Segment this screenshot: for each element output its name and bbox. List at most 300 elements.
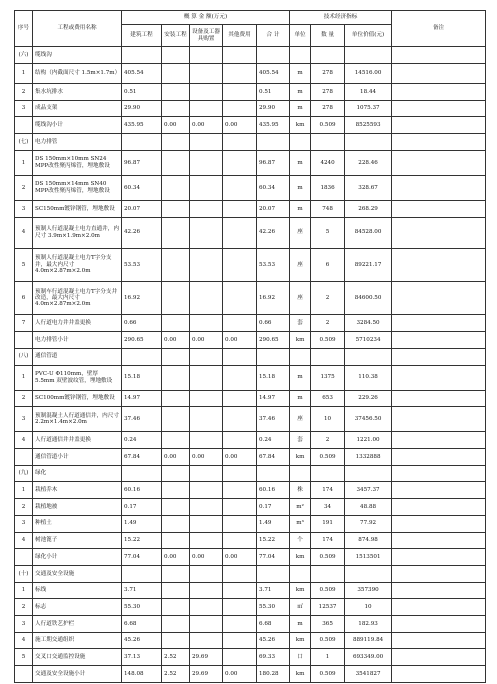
row-build: 37.13 (122, 649, 162, 666)
header-install: 安装工程 (162, 25, 190, 47)
row-other (223, 390, 257, 407)
row-other (223, 616, 257, 633)
row-equip (190, 515, 223, 532)
table-row (15, 248, 486, 281)
row-equip (190, 248, 223, 281)
row-name: 电力排管小计 (33, 332, 122, 349)
row-total: 15.22 (257, 532, 290, 549)
row-seq: 1 (15, 582, 33, 599)
row-qty: 278 (311, 63, 345, 83)
row-other (223, 200, 257, 217)
row-name: 绿化小计 (33, 549, 122, 566)
row-build: 435.95 (122, 117, 162, 134)
row-equip (190, 150, 223, 175)
row-unit: m (290, 390, 311, 407)
row-build: 67.84 (122, 449, 162, 466)
row-seq: 4 (15, 632, 33, 649)
table-row (15, 390, 486, 407)
row-build: 29.90 (122, 100, 162, 117)
row-total: 60.34 (257, 175, 290, 200)
row-price: 37456.50 (345, 407, 392, 432)
row-qty: 174 (311, 482, 345, 499)
row-qty: 278 (311, 83, 345, 100)
row-unit: km (290, 449, 311, 466)
row-total: 60.16 (257, 482, 290, 499)
row-unit: 座 (290, 248, 311, 281)
row-equip: 0.00 (190, 449, 223, 466)
table-row (15, 649, 486, 666)
empty-cell (223, 348, 257, 365)
row-remark (392, 649, 486, 666)
empty-cell (392, 134, 486, 151)
row-total: 180.28 (257, 666, 290, 683)
row-seq (15, 117, 33, 134)
row-equip (190, 83, 223, 100)
row-other (223, 365, 257, 390)
row-remark (392, 582, 486, 599)
row-seq: 4 (15, 217, 33, 248)
row-total: 6.68 (257, 616, 290, 633)
empty-cell (290, 134, 311, 151)
row-install (162, 407, 190, 432)
row-qty: 0.509 (311, 582, 345, 599)
row-equip (190, 390, 223, 407)
row-other: 0.00 (223, 332, 257, 349)
row-equip: 29.69 (190, 666, 223, 683)
row-total: 15.18 (257, 365, 290, 390)
row-price: 84600.50 (345, 282, 392, 315)
row-unit: 座 (290, 407, 311, 432)
row-price: 8525593 (345, 117, 392, 134)
row-equip (190, 532, 223, 549)
empty-cell (290, 465, 311, 482)
row-price: 268.29 (345, 200, 392, 217)
empty-cell (122, 565, 162, 582)
empty-cell (392, 348, 486, 365)
row-price: 1221.00 (345, 432, 392, 449)
row-install: 0.00 (162, 449, 190, 466)
row-remark (392, 599, 486, 616)
row-equip: 0.00 (190, 549, 223, 566)
row-price: 77.92 (345, 515, 392, 532)
row-name: 人行道铁艺护栏 (33, 616, 122, 633)
row-remark (392, 175, 486, 200)
row-total: 0.66 (257, 315, 290, 332)
row-install (162, 100, 190, 117)
row-seq: 2 (15, 175, 33, 200)
section-seq: (六) (15, 47, 33, 64)
row-install (162, 432, 190, 449)
row-qty: 0.509 (311, 332, 345, 349)
section-row (15, 47, 486, 64)
row-build: 20.07 (122, 200, 162, 217)
row-total: 14.97 (257, 390, 290, 407)
row-equip (190, 217, 223, 248)
row-install (162, 200, 190, 217)
row-install (162, 632, 190, 649)
row-name: 人行道电力井井盖更换 (33, 315, 122, 332)
row-qty: 278 (311, 100, 345, 117)
row-total: 0.24 (257, 432, 290, 449)
row-qty: 34 (311, 499, 345, 516)
row-other (223, 499, 257, 516)
empty-cell (311, 134, 345, 151)
row-unit: m (290, 175, 311, 200)
table-row (15, 315, 486, 332)
section-seq: (九) (15, 465, 33, 482)
row-seq: 1 (15, 482, 33, 499)
table-row (15, 515, 486, 532)
row-unit: m (290, 63, 311, 83)
row-total: 69.33 (257, 649, 290, 666)
empty-cell (223, 134, 257, 151)
row-unit: km (290, 582, 311, 599)
row-remark (392, 407, 486, 432)
row-price: 10 (345, 599, 392, 616)
header-build: 建筑工程 (122, 25, 162, 47)
table-row (15, 666, 486, 683)
row-other: 0.00 (223, 117, 257, 134)
row-other (223, 407, 257, 432)
header-remark: 备注 (392, 11, 486, 47)
row-build: 77.04 (122, 549, 162, 566)
section-seq: (十) (15, 565, 33, 582)
header-price: 单位价值(元) (345, 25, 392, 47)
row-equip (190, 175, 223, 200)
row-price: 182.93 (345, 616, 392, 633)
row-install (162, 499, 190, 516)
row-qty: 6 (311, 248, 345, 281)
row-build: 60.34 (122, 175, 162, 200)
row-other (223, 432, 257, 449)
row-remark (392, 83, 486, 100)
row-qty: 2 (311, 282, 345, 315)
row-qty: 4240 (311, 150, 345, 175)
row-remark (392, 616, 486, 633)
row-price: 3541827 (345, 666, 392, 683)
empty-cell (223, 565, 257, 582)
table-row (15, 83, 486, 100)
row-remark (392, 332, 486, 349)
row-unit: km (290, 666, 311, 683)
table-row (15, 332, 486, 349)
row-total: 45.26 (257, 632, 290, 649)
empty-cell (392, 565, 486, 582)
row-other (223, 532, 257, 549)
table-row (15, 200, 486, 217)
row-other (223, 632, 257, 649)
row-unit: m (290, 365, 311, 390)
table-row (15, 150, 486, 175)
empty-cell (122, 348, 162, 365)
table-row (15, 217, 486, 248)
table-row (15, 432, 486, 449)
table-row (15, 632, 486, 649)
row-remark (392, 432, 486, 449)
header-qty: 数 量 (311, 25, 345, 47)
row-total: 42.26 (257, 217, 290, 248)
row-seq (15, 666, 33, 683)
row-install (162, 515, 190, 532)
section-row (15, 465, 486, 482)
empty-cell (122, 47, 162, 64)
row-seq: 3 (15, 515, 33, 532)
row-equip (190, 616, 223, 633)
row-unit: 座 (290, 217, 311, 248)
row-other (223, 83, 257, 100)
row-price: 693349.00 (345, 649, 392, 666)
row-seq (15, 332, 33, 349)
row-unit: m (290, 616, 311, 633)
row-install (162, 532, 190, 549)
row-other (223, 282, 257, 315)
row-build: 16.92 (122, 282, 162, 315)
section-title: 电力排管 (33, 134, 122, 151)
header-unit: 单位 (290, 25, 311, 47)
row-price: 3284.50 (345, 315, 392, 332)
row-remark (392, 549, 486, 566)
row-price: 1075.37 (345, 100, 392, 117)
table-row (15, 407, 486, 432)
row-equip (190, 100, 223, 117)
row-remark (392, 150, 486, 175)
empty-cell (345, 465, 392, 482)
row-price: 1513501 (345, 549, 392, 566)
row-total: 16.92 (257, 282, 290, 315)
empty-cell (345, 565, 392, 582)
row-remark (392, 390, 486, 407)
row-qty: 10 (311, 407, 345, 432)
empty-cell (257, 348, 290, 365)
empty-cell (392, 465, 486, 482)
row-other (223, 63, 257, 83)
table-row (15, 365, 486, 390)
row-seq: 1 (15, 365, 33, 390)
row-build: 0.51 (122, 83, 162, 100)
row-seq: 2 (15, 599, 33, 616)
row-build: 37.46 (122, 407, 162, 432)
row-qty: 0.509 (311, 117, 345, 134)
empty-cell (223, 465, 257, 482)
row-equip (190, 599, 223, 616)
header-equip: 设备及工器具购置 (190, 25, 223, 47)
row-price: 89221.17 (345, 248, 392, 281)
row-price: 228.46 (345, 150, 392, 175)
row-qty: 0.509 (311, 666, 345, 683)
row-install (162, 599, 190, 616)
row-seq: 5 (15, 248, 33, 281)
row-price: 48.88 (345, 499, 392, 516)
row-name: 缆线沟小计 (33, 117, 122, 134)
empty-cell (122, 134, 162, 151)
row-install (162, 63, 190, 83)
row-total: 67.84 (257, 449, 290, 466)
row-unit: m (290, 83, 311, 100)
row-install (162, 390, 190, 407)
empty-cell (345, 134, 392, 151)
empty-cell (190, 134, 223, 151)
empty-cell (311, 465, 345, 482)
table-row (15, 599, 486, 616)
row-qty: 2 (311, 432, 345, 449)
row-unit: 套 (290, 315, 311, 332)
row-name: 预制混凝土人行道通信井，内尺寸 2.2m×1.4m×2.0m (33, 407, 122, 432)
row-install (162, 282, 190, 315)
row-seq: 3 (15, 100, 33, 117)
row-build: 14.97 (122, 390, 162, 407)
row-total: 37.46 (257, 407, 290, 432)
row-qty: 12537 (311, 599, 345, 616)
row-remark (392, 117, 486, 134)
row-price: 1332888 (345, 449, 392, 466)
row-unit: km (290, 549, 311, 566)
row-price: 5710234 (345, 332, 392, 349)
row-remark (392, 315, 486, 332)
row-install (162, 150, 190, 175)
row-equip (190, 432, 223, 449)
row-name: 标志 (33, 599, 122, 616)
row-equip: 29.69 (190, 649, 223, 666)
row-qty: 1836 (311, 175, 345, 200)
row-equip (190, 63, 223, 83)
row-install (162, 248, 190, 281)
row-unit: m (290, 200, 311, 217)
row-name: 集水坑排水 (33, 83, 122, 100)
row-price: 357390 (345, 582, 392, 599)
row-other (223, 649, 257, 666)
row-other: 0.00 (223, 449, 257, 466)
row-name: 栽植乔木 (33, 482, 122, 499)
row-install (162, 217, 190, 248)
row-build: 405.54 (122, 63, 162, 83)
row-unit: 座 (290, 282, 311, 315)
row-install: 0.00 (162, 549, 190, 566)
row-name: 种植土 (33, 515, 122, 532)
row-remark (392, 449, 486, 466)
row-build: 53.53 (122, 248, 162, 281)
empty-cell (190, 47, 223, 64)
row-other: 0.00 (223, 666, 257, 683)
row-install (162, 482, 190, 499)
empty-cell (162, 565, 190, 582)
row-unit: m (290, 100, 311, 117)
row-remark (392, 365, 486, 390)
row-equip (190, 582, 223, 599)
row-build: 0.24 (122, 432, 162, 449)
row-name: 人行道通信井井盖更换 (33, 432, 122, 449)
row-seq: 2 (15, 83, 33, 100)
row-build: 15.18 (122, 365, 162, 390)
row-install (162, 582, 190, 599)
row-seq (15, 549, 33, 566)
row-qty: 1 (311, 649, 345, 666)
row-equip (190, 632, 223, 649)
table-row (15, 282, 486, 315)
empty-cell (290, 348, 311, 365)
row-price: 110.38 (345, 365, 392, 390)
table-row (15, 549, 486, 566)
empty-cell (290, 47, 311, 64)
row-qty: 1375 (311, 365, 345, 390)
row-other (223, 150, 257, 175)
row-unit: m (290, 150, 311, 175)
row-seq: 7 (15, 315, 33, 332)
row-build: 3.71 (122, 582, 162, 599)
row-seq: 2 (15, 499, 33, 516)
row-other (223, 248, 257, 281)
row-remark (392, 532, 486, 549)
row-build: 1.49 (122, 515, 162, 532)
row-name: DS 150mm×10mm SN24 MPP改性聚丙烯管，埋地敷设 (33, 150, 122, 175)
row-unit: km (290, 117, 311, 134)
empty-cell (190, 565, 223, 582)
row-other (223, 515, 257, 532)
row-other (223, 315, 257, 332)
row-total: 3.71 (257, 582, 290, 599)
row-seq: 1 (15, 63, 33, 83)
row-seq: 4 (15, 532, 33, 549)
row-qty: 0.509 (311, 549, 345, 566)
table-row (15, 499, 486, 516)
row-build: 15.22 (122, 532, 162, 549)
row-remark (392, 217, 486, 248)
row-equip (190, 482, 223, 499)
row-remark (392, 482, 486, 499)
row-install (162, 83, 190, 100)
row-install: 0.00 (162, 117, 190, 134)
header-seq: 序号 (15, 11, 33, 47)
row-qty: 5 (311, 217, 345, 248)
row-install (162, 315, 190, 332)
cost-estimate-table (14, 10, 486, 683)
row-equip (190, 200, 223, 217)
header-tech-group: 技术经济指标 (290, 11, 392, 25)
row-name: SC150mm镀锌钢管，埋地敷设 (33, 200, 122, 217)
empty-cell (311, 47, 345, 64)
row-equip (190, 499, 223, 516)
row-name: 预制车行道混凝土电力T字分支井改造，最大内尺寸4.0m×2.87m×2.0m (33, 282, 122, 315)
empty-cell (162, 465, 190, 482)
row-seq: 6 (15, 282, 33, 315)
row-install (162, 365, 190, 390)
empty-cell (345, 47, 392, 64)
row-name: 标线 (33, 582, 122, 599)
row-qty: 174 (311, 532, 345, 549)
section-title: 绿化 (33, 465, 122, 482)
row-unit: km (290, 332, 311, 349)
row-unit: 株 (290, 482, 311, 499)
row-name: SC100mm镀锌钢管，埋地敷设 (33, 390, 122, 407)
row-unit: 套 (290, 432, 311, 449)
row-name: 树池篦子 (33, 532, 122, 549)
row-name: 成品支架 (33, 100, 122, 117)
section-title: 缆线沟 (33, 47, 122, 64)
row-seq: 1 (15, 150, 33, 175)
row-seq: 3 (15, 407, 33, 432)
section-seq: (七) (15, 134, 33, 151)
row-unit: m³ (290, 515, 311, 532)
row-remark (392, 63, 486, 83)
row-equip (190, 282, 223, 315)
row-name: 通信管道小计 (33, 449, 122, 466)
row-equip (190, 365, 223, 390)
row-other (223, 100, 257, 117)
header-name: 工程或费用名称 (33, 11, 122, 47)
header-total: 合 计 (257, 25, 290, 47)
row-price: 3457.37 (345, 482, 392, 499)
row-qty: 2 (311, 315, 345, 332)
row-other (223, 599, 257, 616)
